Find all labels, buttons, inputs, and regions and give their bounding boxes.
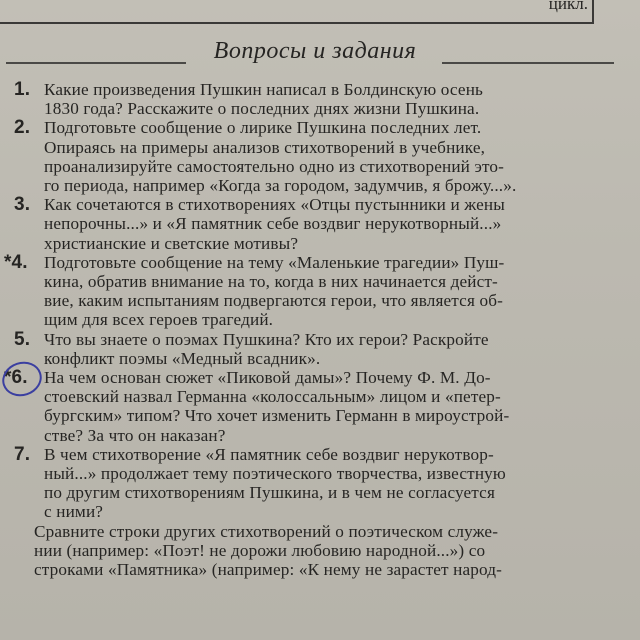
question-number: *4. — [4, 251, 28, 273]
question-item — [0, 118, 640, 195]
question-text-line: бургским» типом? Что хочет изменить Германн в мироустрой- — [44, 406, 510, 426]
question-text-line: Что вы знаете о поэмах Пушкина? Кто их герои? Раскройте — [44, 329, 489, 349]
question-number: 2. — [14, 117, 31, 139]
title-rule-left — [6, 62, 186, 64]
question-number: *6. — [4, 367, 28, 389]
questions-list — [0, 80, 640, 579]
question-text-line: 1830 года? Расскажите о последних днях жизни Пушкина. — [44, 99, 480, 119]
question-text-line: щим для всех героев трагедий. — [44, 310, 274, 330]
question-text-line: го периода, например «Когда за городом, задумчив, я брожу...». — [44, 176, 517, 196]
question-number: 5. — [14, 328, 31, 350]
question-text-line: стве? За что он наказан? — [44, 425, 226, 445]
section-header — [0, 36, 640, 72]
question-text-line: Подготовьте сообщение на тему «Маленькие трагедии» Пуш- — [44, 252, 505, 272]
question-text-line: ный...» продолжает тему поэтического творчества, известную — [44, 464, 506, 484]
question-text-line: кина, обратив внимание на то, когда в них начинается дейст- — [44, 272, 498, 292]
question-text-line: конфликт поэмы «Медный всадник». — [44, 348, 321, 368]
question-number: 7. — [14, 443, 31, 465]
question-text-line: проанализируйте самостоятельно одно из стихотворений это- — [44, 156, 505, 176]
question-number: 3. — [14, 194, 31, 216]
question-text-line: На чем основан сюжет «Пиковой дамы»? Почему Ф. М. До- — [44, 368, 491, 388]
question-text-line: с ними? — [44, 502, 104, 522]
question-text-line: христианские и светские мотивы? — [44, 233, 299, 253]
question-item — [0, 80, 640, 118]
question-text-line: Как сочетаются в стихотворениях «Отцы пустынники и жены — [44, 195, 505, 215]
question-item — [0, 253, 640, 330]
question-item — [0, 445, 640, 522]
question-text-line: Какие произведения Пушкин написал в Болдинскую осень — [44, 80, 484, 99]
question-text-line: по другим стихотворениям Пушкина, и в чем не согласуется — [44, 483, 496, 503]
title-rule-right — [442, 62, 614, 64]
continuation-text-line: Сравните строки других стихотворений о поэтическом служе- — [34, 521, 499, 541]
question-text-line: стоевский назвал Германна «колоссальным» лицом и «петер- — [44, 387, 501, 407]
continuation-text-line: строками «Памятника» (например: «К нему не зарастет народ- — [34, 560, 503, 580]
question-number: 1. — [14, 79, 31, 100]
continuation-text-line: нии (например: «Поэт! не дорожи любовию народной...») со — [34, 540, 486, 560]
question-text-line: В чем стихотворение «Я памятник себе воздвиг нерукотвор- — [44, 444, 494, 464]
continuation-paragraph — [0, 522, 640, 580]
question-text-line: вие, каким испытаниям подвергаются герои, что является об- — [44, 291, 503, 311]
question-item — [0, 330, 640, 368]
previous-section-text-fragment: цикл. — [548, 0, 588, 13]
question-item — [0, 368, 640, 445]
previous-section-box — [0, 0, 594, 24]
question-text-line: непорочны...» и «Я памятник себе воздвиг нерукотворный...» — [44, 214, 502, 234]
section-title: Вопросы и задания — [213, 38, 417, 64]
question-text-line: Опираясь на примеры анализов стихотворений в учебнике, — [44, 137, 486, 157]
question-item — [0, 195, 640, 253]
question-text-line: Подготовьте сообщение о лирике Пушкина последних лет. — [44, 118, 482, 138]
